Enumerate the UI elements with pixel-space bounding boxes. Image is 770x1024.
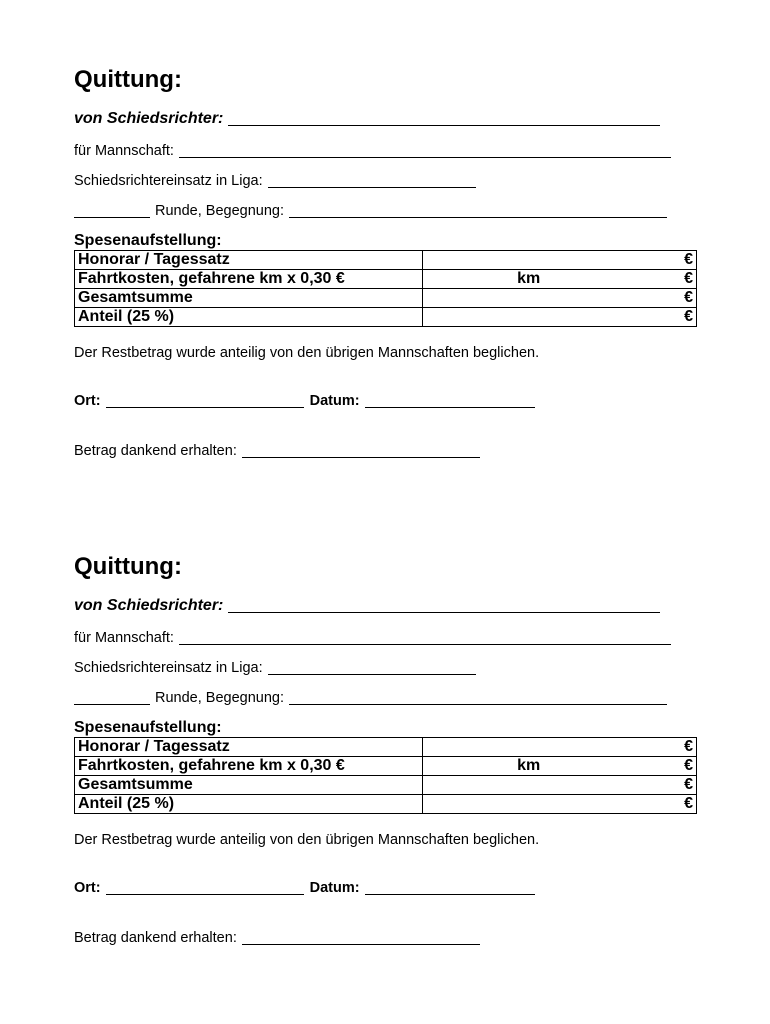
referee-field[interactable] [228, 109, 660, 126]
remainder-note: Der Restbetrag wurde anteilig von den übrigen Mannschaften beglichen. [74, 832, 540, 848]
remainder-note: Der Restbetrag wurde anteilig von den übrigen Mannschaften beglichen. [74, 345, 540, 361]
expenses-table [74, 250, 697, 327]
euro-sign: € [684, 251, 693, 268]
expense-unit: km [517, 757, 541, 774]
euro-sign: € [684, 795, 693, 812]
expense-unit: km [517, 270, 541, 287]
referee-field[interactable] [228, 596, 660, 613]
date-label: Datum: [309, 880, 360, 896]
place-field[interactable] [106, 878, 304, 895]
league-row [74, 170, 476, 190]
referee-row [74, 108, 660, 128]
table-row [75, 757, 697, 776]
expense-amount-cell[interactable] [423, 308, 697, 327]
date-field[interactable] [365, 878, 535, 895]
team-row [74, 627, 671, 647]
team-field[interactable] [179, 628, 671, 645]
expense-amount-cell[interactable] [423, 738, 697, 757]
round-label: Runde, Begegnung: [155, 203, 284, 219]
euro-sign: € [684, 757, 693, 774]
received-row [74, 927, 480, 947]
date-field[interactable] [365, 391, 535, 408]
place-date-row [74, 877, 535, 897]
signature-field[interactable] [242, 928, 480, 945]
expense-label: Fahrtkosten, gefahrene km x 0,30 € [75, 270, 423, 289]
expense-label: Gesamtsumme [75, 776, 423, 795]
expense-label: Fahrtkosten, gefahrene km x 0,30 € [75, 757, 423, 776]
league-label: Schiedsrichtereinsatz in Liga: [74, 173, 263, 189]
place-field[interactable] [106, 391, 304, 408]
place-date-row [74, 390, 535, 410]
match-field[interactable] [289, 688, 667, 705]
round-row [74, 200, 667, 220]
date-label: Datum: [309, 393, 360, 409]
round-number-field[interactable] [74, 201, 150, 218]
expense-amount-cell[interactable] [423, 289, 697, 308]
team-row [74, 140, 671, 160]
round-number-field[interactable] [74, 688, 150, 705]
expenses-table [74, 737, 697, 814]
euro-sign: € [684, 738, 693, 755]
place-label: Ort: [74, 880, 101, 896]
expense-amount-cell[interactable] [423, 795, 697, 814]
expense-label: Anteil (25 %) [75, 795, 423, 814]
round-label: Runde, Begegnung: [155, 690, 284, 706]
expenses-heading: Spesenaufstellung: [74, 232, 222, 249]
expense-label: Gesamtsumme [75, 289, 423, 308]
expense-amount-cell[interactable] [423, 757, 697, 776]
euro-sign: € [684, 776, 693, 793]
receipt-title: Quittung: [74, 553, 182, 580]
league-field[interactable] [268, 658, 476, 675]
received-label: Betrag dankend erhalten: [74, 930, 237, 946]
received-label: Betrag dankend erhalten: [74, 443, 237, 459]
table-row [75, 270, 697, 289]
expense-label: Honorar / Tagessatz [75, 251, 423, 270]
match-field[interactable] [289, 201, 667, 218]
expenses-heading: Spesenaufstellung: [74, 719, 222, 736]
round-row [74, 687, 667, 707]
table-row [75, 308, 697, 327]
team-field[interactable] [179, 141, 671, 158]
table-row [75, 776, 697, 795]
team-label: für Mannschaft: [74, 143, 174, 159]
table-row [75, 251, 697, 270]
signature-field[interactable] [242, 441, 480, 458]
referee-label: von Schiedsrichter: [74, 110, 224, 127]
place-label: Ort: [74, 393, 101, 409]
expense-amount-cell[interactable] [423, 776, 697, 795]
referee-label: von Schiedsrichter: [74, 597, 224, 614]
team-label: für Mannschaft: [74, 630, 174, 646]
table-row [75, 738, 697, 757]
table-row [75, 289, 697, 308]
euro-sign: € [684, 270, 693, 287]
expense-amount-cell[interactable] [423, 270, 697, 289]
league-field[interactable] [268, 171, 476, 188]
euro-sign: € [684, 308, 693, 325]
expense-label: Anteil (25 %) [75, 308, 423, 327]
league-label: Schiedsrichtereinsatz in Liga: [74, 660, 263, 676]
euro-sign: € [684, 289, 693, 306]
expense-label: Honorar / Tagessatz [75, 738, 423, 757]
receipt-title: Quittung: [74, 66, 182, 93]
table-row [75, 795, 697, 814]
referee-row [74, 595, 660, 615]
received-row [74, 440, 480, 460]
league-row [74, 657, 476, 677]
expense-amount-cell[interactable] [423, 251, 697, 270]
